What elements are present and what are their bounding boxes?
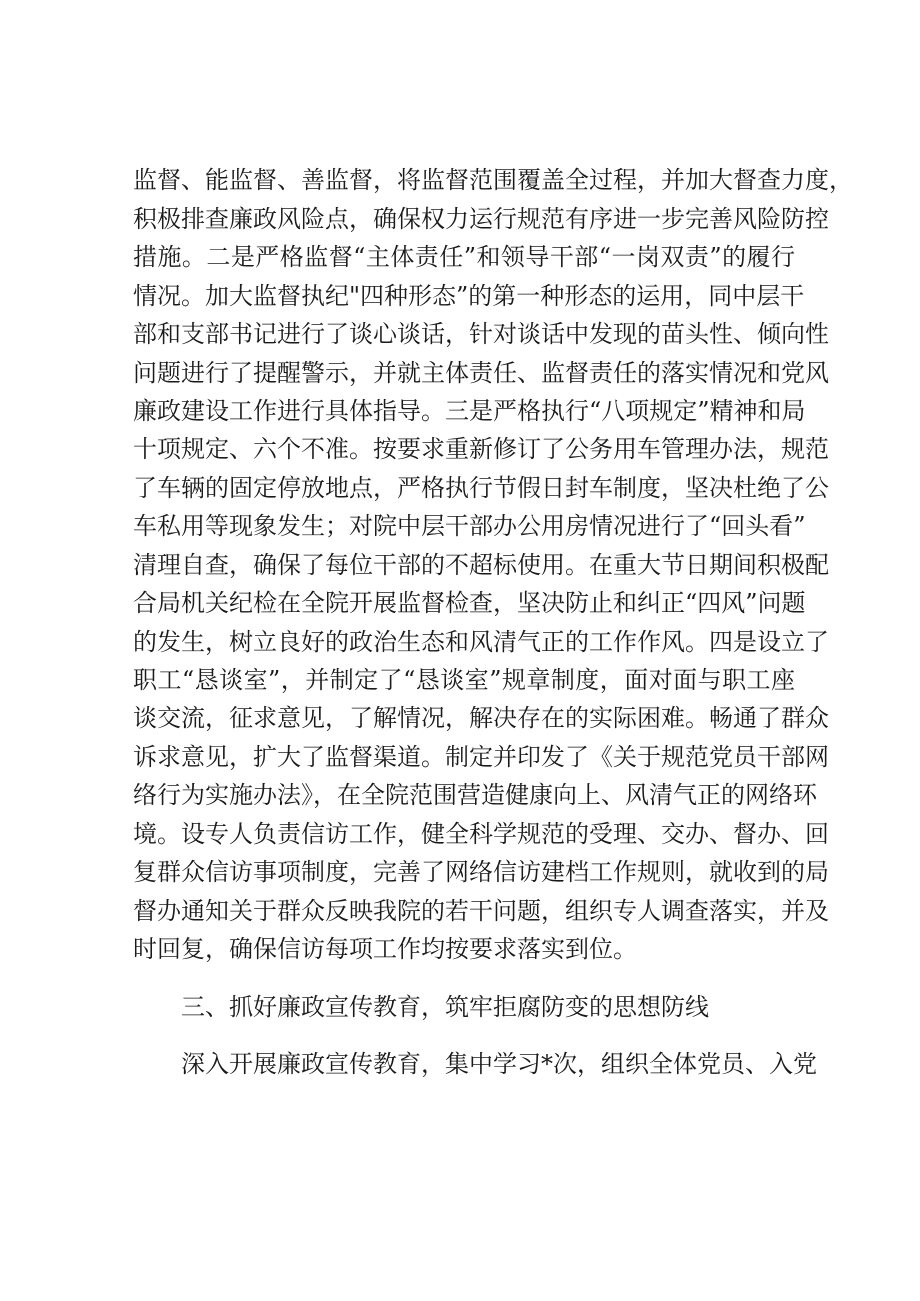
body-line: 情况。加大监督执纪"四种形态”的第一种形态的运用，同中层干 (133, 282, 805, 310)
body-line: 合局机关纪检在全院开展监督检查，坚决防止和纠正“四风”问题 (133, 589, 806, 617)
body-line: 十项规定、六个不准。按要求重新修订了公务用车管理办法，规范 (133, 435, 829, 463)
body-line: 车私用等现象发生；对院中层干部办公用房情况进行了“回头看” (133, 512, 806, 540)
body-line-last: 时回复，确保信访每项工作均按要求落实到位。 (133, 935, 637, 963)
body-line: 督办通知关于群众反映我院的若干问题，组织专人调查落实，并及 (133, 897, 829, 925)
body-line: 廉政建设工作进行具体指导。三是严格执行“八项规定”精神和局 (133, 397, 806, 425)
body-line: 了车辆的固定停放地点，严格执行节假日封车制度，坚决杜绝了公 (133, 474, 829, 502)
body-line: 诉求意见，扩大了监督渠道。制定并印发了《关于规范党员干部网 (133, 743, 829, 771)
body-line: 络行为实施办法》，在全院范围营造健康向上、风清气正的网络环 (133, 781, 817, 809)
body-line: 复群众信访事项制度，完善了网络信访建档工作规则，就收到的局 (133, 858, 829, 886)
body-line: 职工“恳谈室”，并制定了“恳谈室”规章制度，面对面与职工座 (133, 666, 795, 694)
body-line: 境。设专人负责信访工作，健全科学规范的受理、交办、督办、回 (133, 820, 829, 848)
body-line: 谈交流，征求意见，了解情况，解决存在的实际困难。畅通了群众 (133, 704, 829, 732)
body-line: 监督、能监督、善监督，将监督范围覆盖全过程，并加大督查力度， (133, 166, 853, 194)
section-paragraph-line: 深入开展廉政宣传教育，集中学习*次，组织全体党员、入党 (181, 1050, 817, 1078)
body-line: 清理自查，确保了每位干部的不超标使用。在重大节日期间积极配 (133, 551, 829, 579)
body-line: 措施。二是严格监督“主体责任”和领导干部“一岗双责”的履行 (133, 243, 795, 271)
section-heading: 三、抓好廉政宣传教育，筑牢拒腐防变的思想防线 (181, 993, 709, 1021)
body-line: 积极排查廉政风险点，确保权力运行规范有序进一步完善风险防控 (133, 205, 829, 233)
body-line: 问题进行了提醒警示，并就主体责任、监督责任的落实情况和党风 (133, 359, 829, 387)
body-line: 的发生，树立良好的政治生态和风清气正的工作作风。四是设立了 (133, 628, 829, 656)
body-line: 部和支部书记进行了谈心谈话，针对谈话中发现的苗头性、倾向性 (133, 320, 829, 348)
